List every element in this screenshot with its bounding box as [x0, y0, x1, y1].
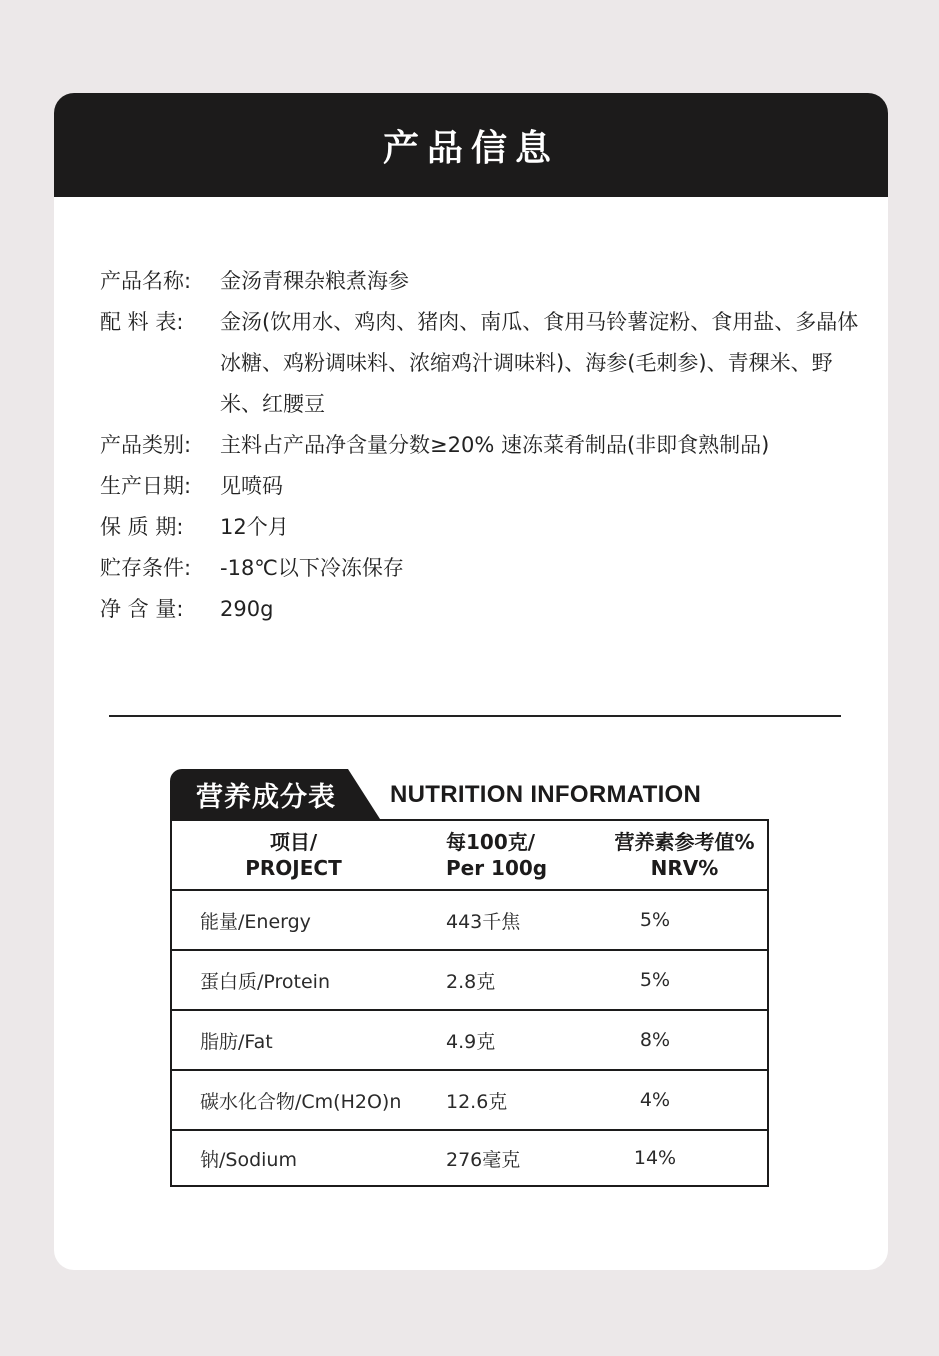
cell-per100: 4.9克 [416, 1010, 602, 1070]
info-value: -18℃以下冷冻保存 [220, 556, 404, 580]
table-row [171, 890, 768, 950]
cell-nrv: 5% [602, 950, 768, 1010]
info-row-storage [100, 548, 860, 589]
header-line: 营养素参考值% [614, 830, 755, 854]
cell-item: 能量/Energy [171, 890, 416, 950]
info-value: 金汤青稞杂粮煮海参 [220, 269, 409, 293]
info-value: 主料占产品净含量分数≥20% 速冻菜肴制品(非即食熟制品) [220, 433, 770, 457]
header-line: 每100克/ [446, 830, 536, 854]
cell-item: 钠/Sodium [200, 1148, 297, 1171]
product-info-list [100, 261, 860, 630]
cell-per100: 443千焦 [416, 890, 602, 950]
cell-per100: 2.8克 [416, 950, 602, 1010]
nutrition-table [170, 819, 769, 1187]
info-value: 290g [220, 597, 274, 621]
card-header [54, 93, 888, 197]
header-line: NRV% [650, 856, 719, 880]
header-line: 项目/ [269, 830, 318, 854]
cell-nrv: 5% [602, 890, 768, 950]
page-title: 产品信息 [382, 127, 559, 169]
table-row [171, 1010, 768, 1070]
cell-nrv: 4% [602, 1070, 768, 1130]
cell-item: 碳水化合物/Cm(H2O)n [171, 1070, 416, 1130]
table-row [171, 950, 768, 1010]
info-value: 见喷码 [220, 474, 283, 498]
nutrition-title-en: NUTRITION INFORMATION [390, 781, 702, 808]
header-line: PROJECT [245, 856, 342, 880]
header-line: Per 100g [446, 856, 548, 880]
info-row-ingredients [100, 302, 860, 425]
nutrition-header [170, 769, 770, 819]
info-label: 产品名称: [100, 269, 192, 293]
info-row-shelf-life [100, 507, 860, 548]
cell-per100: 276毫克 [446, 1148, 521, 1171]
section-divider [109, 715, 841, 717]
cell-item: 蛋白质/Protein [171, 950, 416, 1010]
info-label: 产品类别: [100, 433, 192, 457]
info-label: 生产日期: [100, 474, 192, 498]
info-row-net-content [100, 589, 860, 630]
nutrition-tab-label: 营养成分表 [196, 782, 336, 813]
nutrition-section [170, 769, 770, 1187]
info-row-name [100, 261, 860, 302]
table-row [171, 1130, 768, 1186]
info-row-production-date [100, 466, 860, 507]
info-label: 配 料 表: [100, 310, 184, 334]
table-row [171, 1070, 768, 1130]
cell-nrv: 8% [602, 1010, 768, 1070]
table-header-row [171, 820, 768, 890]
column-header-per100 [416, 820, 602, 890]
column-header-item [171, 820, 416, 890]
info-row-category [100, 425, 860, 466]
cell-item: 脂肪/Fat [171, 1010, 416, 1070]
info-label: 保 质 期: [100, 515, 184, 539]
cell-per100: 12.6克 [416, 1070, 602, 1130]
info-label: 贮存条件: [100, 556, 192, 580]
cell-nrv: 14% [633, 1147, 677, 1169]
info-label: 净 含 量: [100, 597, 184, 621]
info-value: 金汤(饮用水、鸡肉、猪肉、南瓜、食用马铃薯淀粉、食用盐、多晶体冰糖、鸡粉调味料、浓缩鸡汁调味料)、海参(毛刺参)、青稞米、野米、红腰豆 [220, 310, 859, 416]
product-info-card [54, 93, 888, 1270]
column-header-nrv [602, 820, 768, 890]
info-value: 12个月 [220, 515, 289, 539]
